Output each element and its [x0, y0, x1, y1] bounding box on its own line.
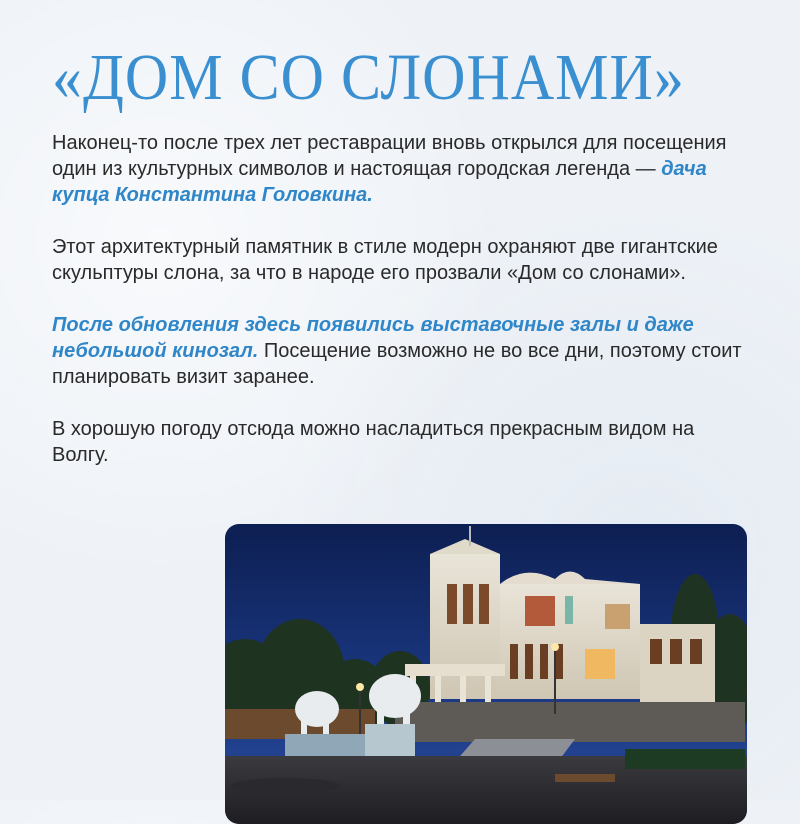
paragraph-renovation — [52, 312, 752, 390]
bench — [555, 774, 615, 782]
hedge — [625, 749, 745, 769]
paragraph-intro-text: Наконец-то после трех лет реставрации вновь открылся для посещения один из культурных символов и настоящая городская легенда — — [52, 132, 727, 180]
paragraph-monument-text: Этот архитектурный памятник в стиле модерн охраняют две гигантские скульптуры слона, за что в народе его прозвали «Дом со слонами». — [52, 236, 718, 284]
paragraph-view-text: В хорошую погоду отсюда можно насладиться прекрасным видом на Волгу. — [52, 418, 695, 466]
dacha-highlight: дача купца Константина Головкина. — [52, 158, 707, 206]
paragraph-monument — [52, 234, 752, 286]
mansion-photo — [225, 524, 747, 824]
pedestal-left — [285, 734, 365, 756]
page-title: «ДОМ СО СЛОНАМИ» — [52, 40, 685, 114]
paragraph-intro — [52, 130, 752, 208]
article-body — [52, 130, 752, 494]
paragraph-renovation-text: Посещение возможно не во все дни, поэтому стоит планировать визит заранее. — [52, 340, 742, 388]
mansion-illustration — [225, 524, 747, 824]
renovation-highlight: После обновления здесь появились выставочные залы и даже небольшой кинозал. — [52, 314, 694, 362]
paragraph-view — [52, 416, 752, 468]
